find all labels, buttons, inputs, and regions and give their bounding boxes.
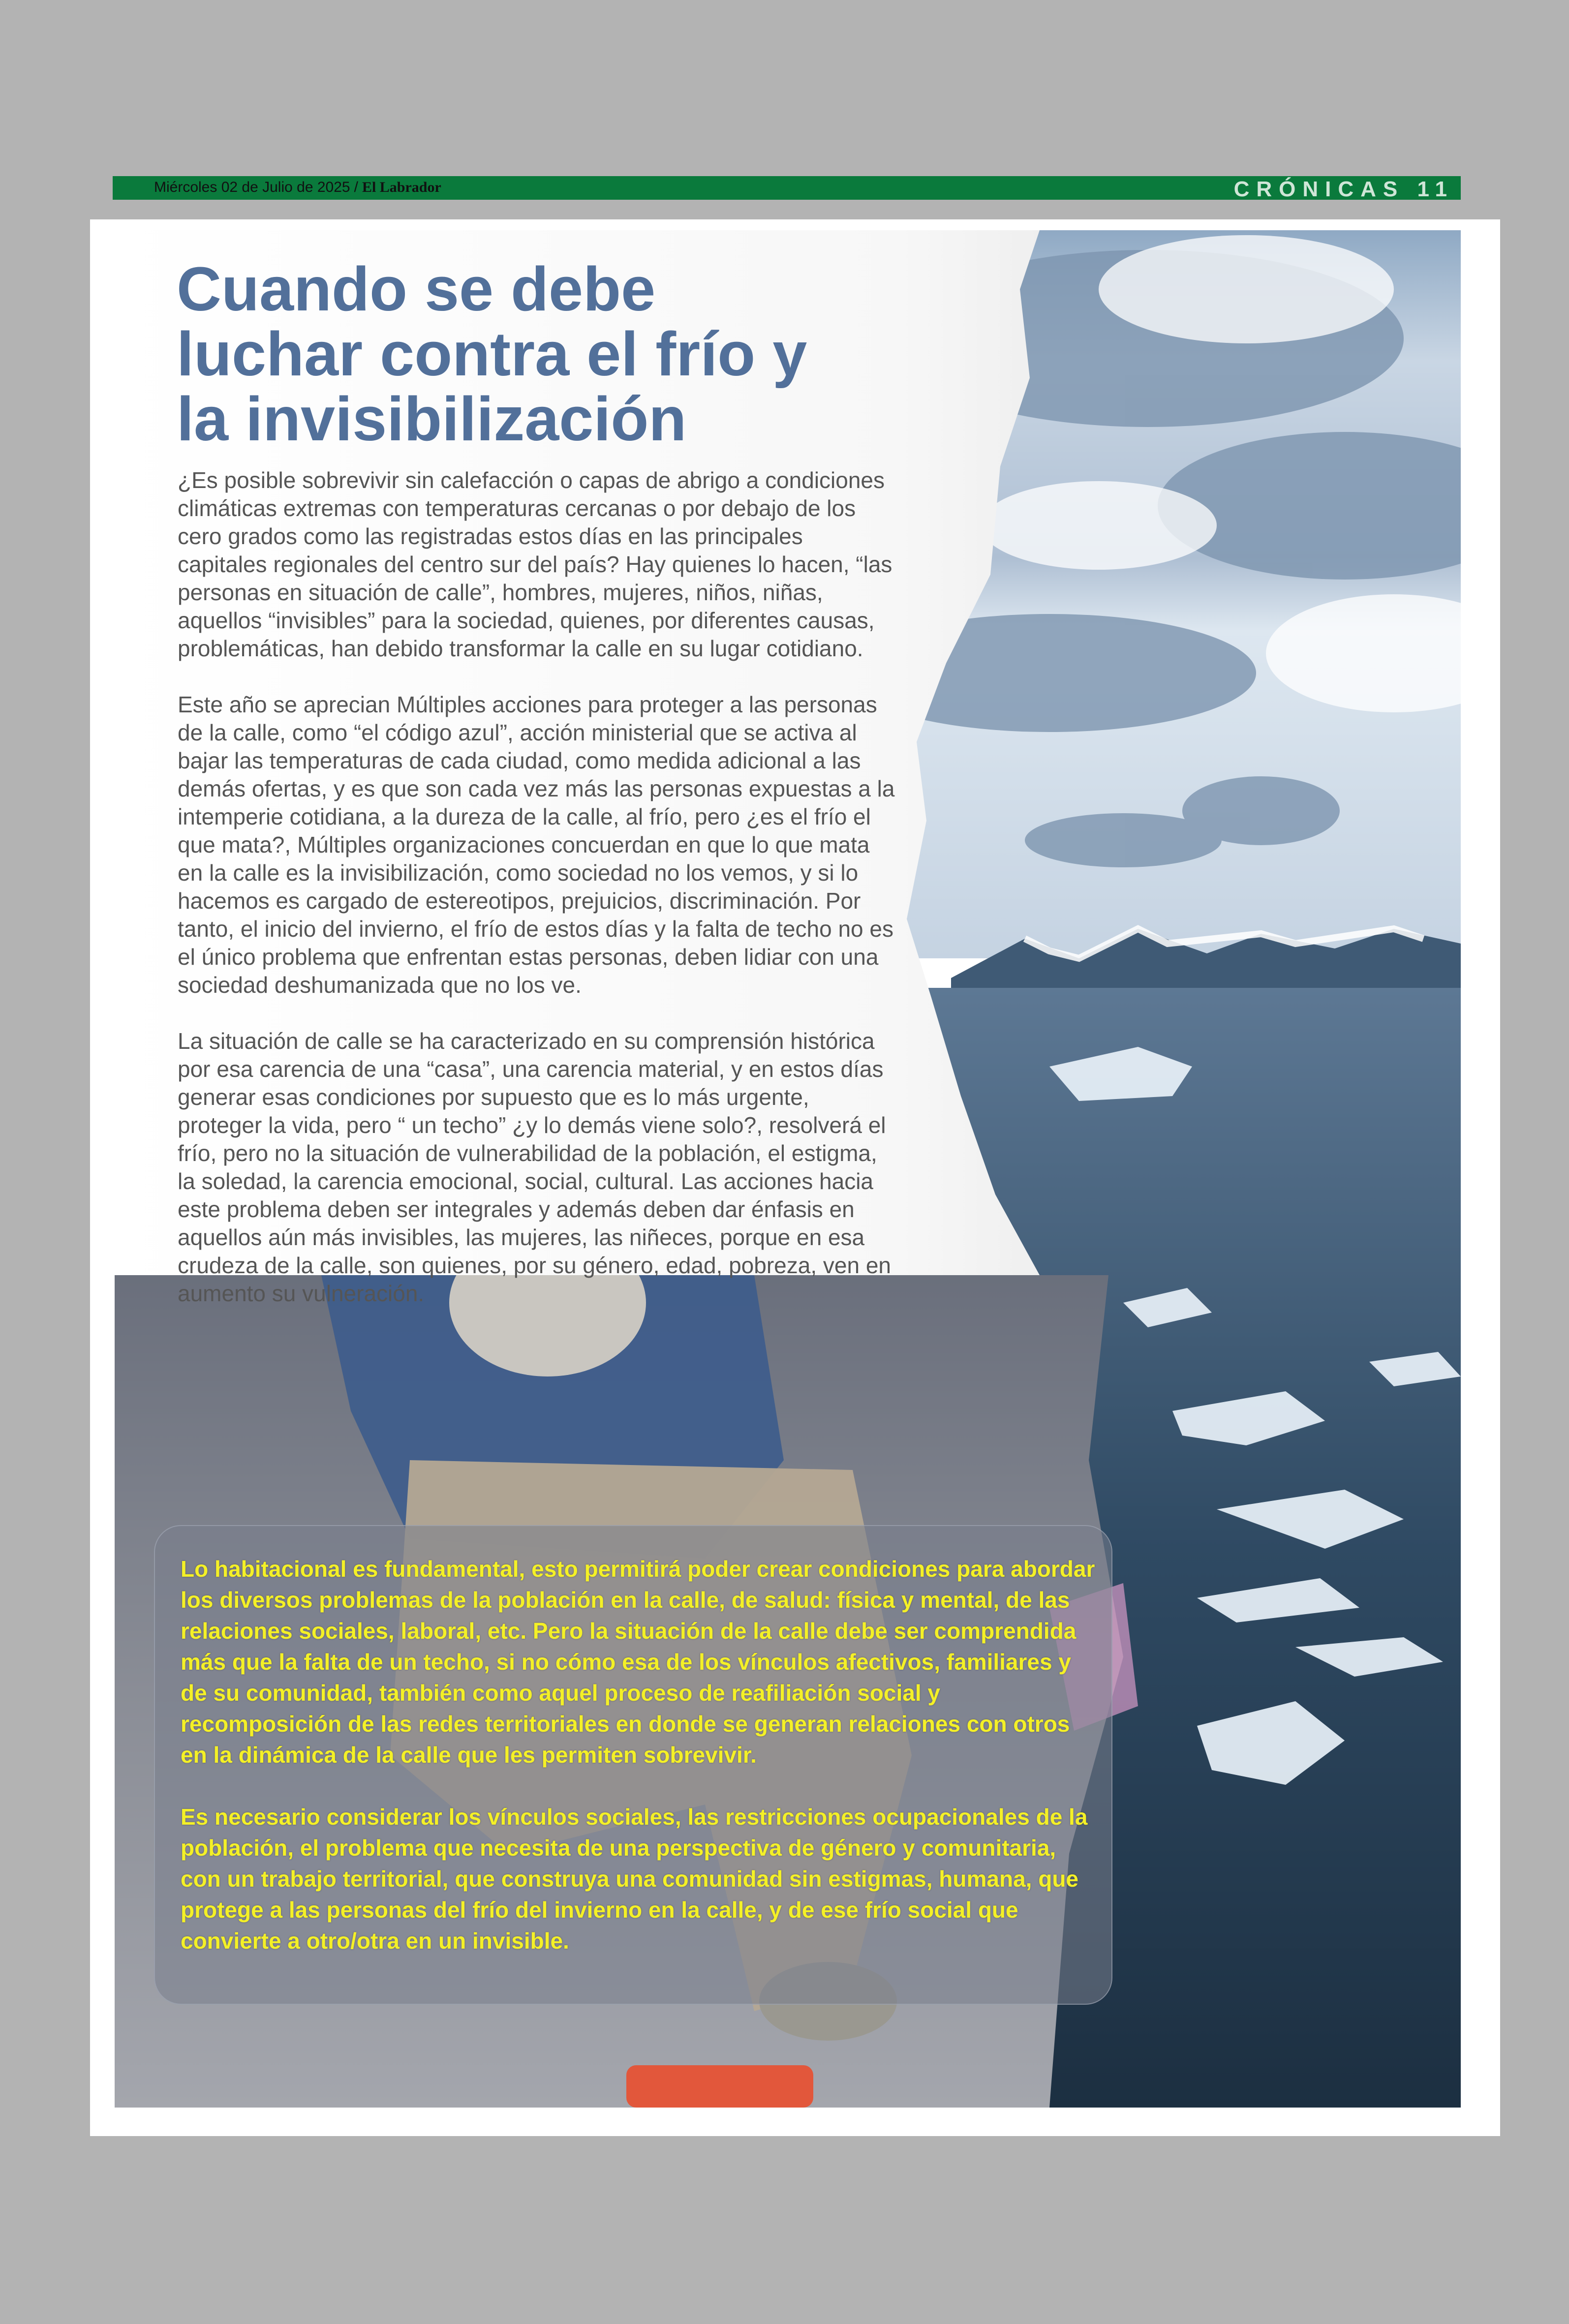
article-body <box>178 466 898 1336</box>
header-separator: / <box>354 179 358 195</box>
article-paragraph: ¿Es posible sobrevivir sin calefacción o capas de abrigo a condiciones climáticas extremas con temperaturas cercanas o por debajo de los cero grados como las registradas estos días en las principales capitales regionales del centro sur del país? Hay quienes lo hacen, “las personas en situación de calle”, hombres, mujeres, niños, niñas, aquellos “invisibles” para la sociedad, quienes, por diferentes causas, problemáticas, han debido transformar la calle en su lugar cotidiano. <box>178 467 892 661</box>
article-headline: Cuando se debe luchar contra el frío y la invisibilización <box>177 254 807 454</box>
header-date-line <box>154 179 441 196</box>
section-page-label: CRÓNICAS 11 <box>1233 177 1454 201</box>
tin-can <box>626 2065 813 2108</box>
article-paragraph: Este año se aprecian Múltiples acciones para proteger a las personas de la calle, como “el código azul”, acción ministerial que se activa al bajar las temperaturas de cada ciudad, como medida adicional a las demás ofertas, y es que son cada vez más las personas expuestas a la intemperie cotidiana, a la dureza de la calle, al frío, pero ¿es el frío el que mata?, Múltiples organizaciones concuerdan en que lo que mata en la calle es la invisibilización, como sociedad no los vemos, y si lo hacemos es cargado de estereotipos, prejuicios, discriminación. Por tanto, el inicio del invierno, el frío de estos días y la falta de techo no es el único problema que enfrentan estas personas, deben lidiar con una sociedad deshumanizada que no los ve. <box>178 692 895 998</box>
article-artwork <box>115 230 1461 2108</box>
publication-date: Miércoles 02 de Julio de 2025 <box>154 179 350 195</box>
highlight-callout-box <box>154 1525 1112 2005</box>
callout-paragraph: Es necesario considerar los vínculos sociales, las restricciones ocupacionales de la población, el problema que necesita de una perspectiva de género y comunitaria, con un trabajo territorial, que construya una comunidad sin estigmas, humana, que protege a las personas del frío del invierno en la calle, y de ese frío social que convierte a otro/otra en un invisible. <box>181 1804 1088 1954</box>
header-bar <box>113 176 1461 200</box>
article-paragraph: La situación de calle se ha caracterizado en su comprensión histórica por esa carencia de una “casa”, una carencia material, y en estos días generar esas condiciones por supuesto que es lo más urgente, proteger la vida, pero “ un techo” ¿y lo demás viene solo?, resolverá el frío, pero no la situación de vulnerabilidad de la población, el estigma, la soledad, la carencia emocional, social, cultural. Las acciones hacia este problema deben ser integrales y además deben dar énfasis en aquellos aún más invisibles, las mujeres, las niñeces, porque en esa crudeza de la calle, son quienes, por su género, edad, pobreza, ven en aumento su vulneración. <box>178 1028 891 1306</box>
page-sheet <box>90 219 1500 2136</box>
newspaper-name: El Labrador <box>362 179 441 195</box>
callout-paragraph: Lo habitacional es fundamental, esto permitirá poder crear condiciones para abordar los diversos problemas de la población en la calle, de salud: física y mental, de las relaciones sociales, laboral, etc. Pero la situación de la calle debe ser comprendida más que la falta de un techo, si no cómo esa de los vínculos afectivos, familiares y de su comunidad, también como aquel proceso de reafiliación social y recomposición de las redes territoriales en donde se generan relaciones con otros en la dinámica de la calle que les permiten sobrevivir. <box>181 1556 1095 1768</box>
